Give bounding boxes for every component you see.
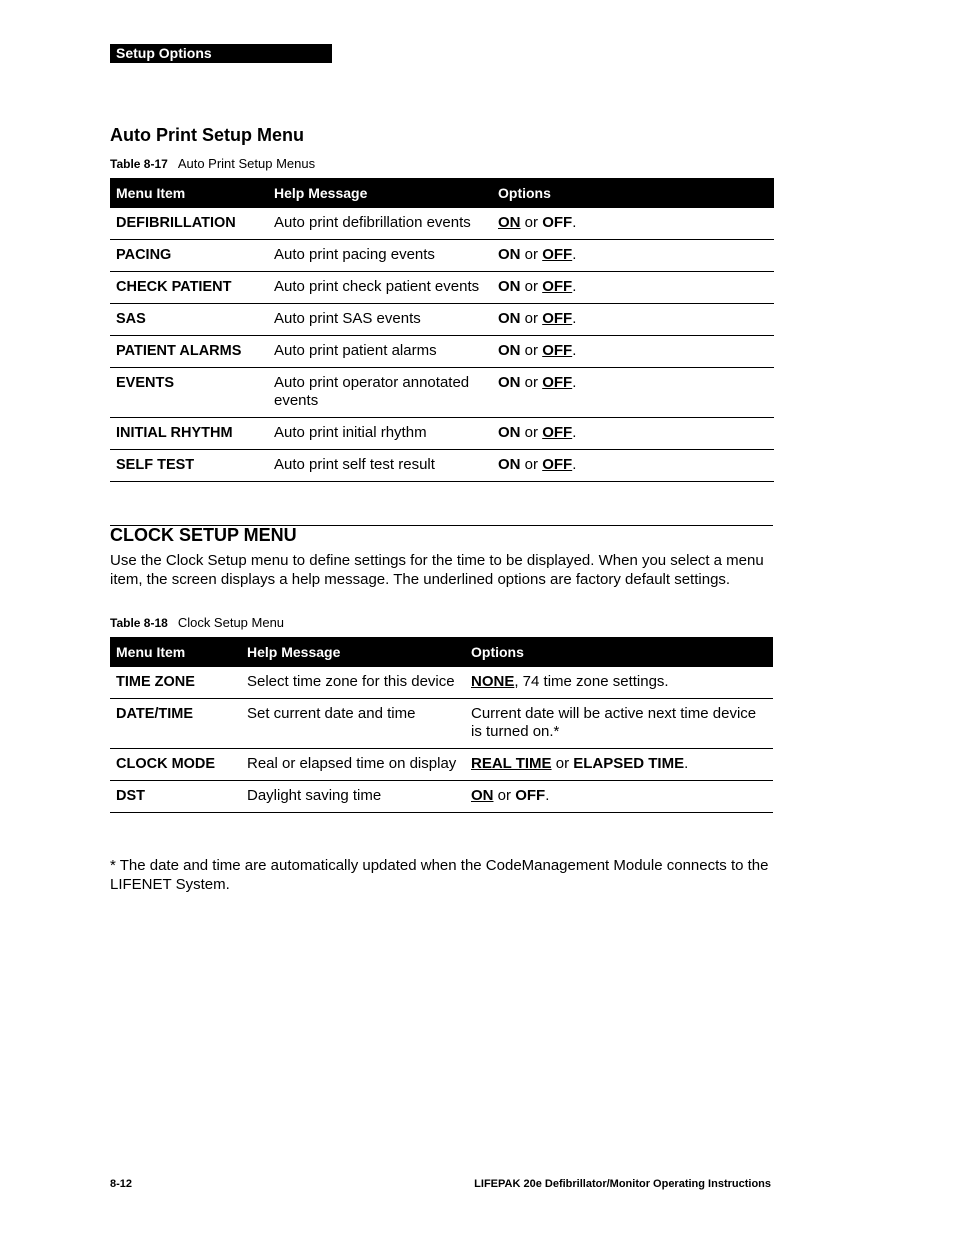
column-header: Options (492, 178, 774, 208)
table-row (110, 749, 773, 781)
auto-print-table (110, 178, 774, 482)
option: OFF (515, 787, 546, 804)
options (465, 781, 773, 813)
help-message: Auto print pacing events (268, 240, 492, 272)
option-off: OFF (542, 456, 573, 473)
section-header-bar: Setup Options (110, 44, 332, 63)
menu-item: SAS (110, 304, 268, 336)
options (492, 418, 774, 450)
column-header: Help Message (241, 637, 465, 667)
option-off: OFF (542, 310, 573, 327)
option-or: or (520, 456, 543, 473)
table-row (110, 699, 773, 749)
option-end: . (572, 246, 577, 263)
menu-item: EVENTS (110, 368, 268, 418)
help-message: Auto print SAS events (268, 304, 492, 336)
table-number: Table 8-18 (110, 616, 168, 630)
help-message: Daylight saving time (241, 781, 465, 813)
option-end: . (545, 787, 550, 804)
clock-heading: CLOCK SETUP MENU (110, 525, 297, 545)
option-on: ON (498, 310, 521, 327)
clock-footnote: * The date and time are automatically updated when the CodeManagement Module connects to the LIFENET System. (110, 857, 769, 893)
table-row (110, 304, 774, 336)
option-or: or (520, 310, 543, 327)
option-off: OFF (542, 246, 573, 263)
options (492, 240, 774, 272)
option-end: . (572, 456, 577, 473)
option-end: . (572, 214, 577, 231)
default-option: NONE (471, 673, 515, 690)
help-message: Auto print self test result (268, 450, 492, 482)
menu-item: CLOCK MODE (110, 749, 241, 781)
table-number: Table 8-17 (110, 157, 168, 171)
option-off: OFF (542, 424, 573, 441)
table-title: Clock Setup Menu (177, 615, 285, 630)
option-or: or (493, 787, 516, 804)
column-header: Options (465, 637, 773, 667)
option-or: or (520, 246, 543, 263)
table-title: Auto Print Setup Menus (177, 156, 316, 171)
option-on: ON (498, 246, 521, 263)
auto-print-table-caption (110, 156, 315, 171)
option-or: or (520, 374, 543, 391)
option: ELAPSED TIME (573, 755, 685, 772)
option-on: ON (498, 214, 521, 231)
menu-item: PATIENT ALARMS (110, 336, 268, 368)
option-end: . (572, 342, 577, 359)
table-header-row (110, 637, 773, 667)
table-row (110, 781, 773, 813)
page-number: 8-12 (110, 1178, 133, 1190)
document-title: LIFEPAK 20e Defibrillator/Monitor Operating Instructions (474, 1178, 771, 1190)
options (492, 450, 774, 482)
option-on: ON (498, 278, 521, 295)
options (465, 749, 773, 781)
option-or: or (520, 424, 543, 441)
table-row (110, 208, 774, 240)
option-text: , 74 time zone settings. (514, 673, 669, 690)
column-header: Help Message (268, 178, 492, 208)
option-off: OFF (542, 214, 573, 231)
help-message: Real or elapsed time on display (241, 749, 465, 781)
options (492, 336, 774, 368)
clock-table (110, 637, 773, 813)
help-message: Set current date and time (241, 699, 465, 749)
table-row (110, 240, 774, 272)
options (492, 272, 774, 304)
menu-item: DST (110, 781, 241, 813)
table-row (110, 450, 774, 482)
menu-item: PACING (110, 240, 268, 272)
table-row (110, 667, 773, 699)
option-end: . (572, 278, 577, 295)
options (492, 208, 774, 240)
option-off: OFF (542, 342, 573, 359)
table-row (110, 336, 774, 368)
clock-intro: Use the Clock Setup menu to define settings for the time to be displayed. When you select a menu item, the screen displays a help message. The underlined options are factory default settings. (110, 552, 764, 588)
default-option: ON (471, 787, 494, 804)
default-option: REAL TIME (471, 755, 552, 772)
option-off: OFF (542, 374, 573, 391)
menu-item: DATE/TIME (110, 699, 241, 749)
column-header: Menu Item (110, 637, 241, 667)
option-on: ON (498, 342, 521, 359)
option-or: or (551, 755, 574, 772)
clock-table-caption (110, 615, 284, 630)
menu-item: DEFIBRILLATION (110, 208, 268, 240)
option-end: . (684, 755, 689, 772)
option-or: or (520, 342, 543, 359)
option-on: ON (498, 424, 521, 441)
help-message: Auto print operator annotated events (268, 368, 492, 418)
menu-item: TIME ZONE (110, 667, 241, 699)
table-header-row (110, 178, 774, 208)
help-message: Auto print check patient events (268, 272, 492, 304)
table-row (110, 418, 774, 450)
options (492, 304, 774, 336)
help-message: Select time zone for this device (241, 667, 465, 699)
column-header: Menu Item (110, 178, 268, 208)
options (492, 368, 774, 418)
options (465, 667, 773, 699)
table-row (110, 368, 774, 418)
options: Current date will be active next time device is turned on.* (465, 699, 773, 749)
auto-print-heading: Auto Print Setup Menu (110, 125, 304, 145)
option-end: . (572, 310, 577, 327)
option-off: OFF (542, 278, 573, 295)
option-end: . (572, 424, 577, 441)
help-message: Auto print patient alarms (268, 336, 492, 368)
help-message: Auto print defibrillation events (268, 208, 492, 240)
menu-item: CHECK PATIENT (110, 272, 268, 304)
menu-item: SELF TEST (110, 450, 268, 482)
option-end: . (572, 374, 577, 391)
help-message: Auto print initial rhythm (268, 418, 492, 450)
menu-item: INITIAL RHYTHM (110, 418, 268, 450)
option-or: or (520, 214, 543, 231)
option-on: ON (498, 374, 521, 391)
option-on: ON (498, 456, 521, 473)
option-or: or (520, 278, 543, 295)
table-row (110, 272, 774, 304)
